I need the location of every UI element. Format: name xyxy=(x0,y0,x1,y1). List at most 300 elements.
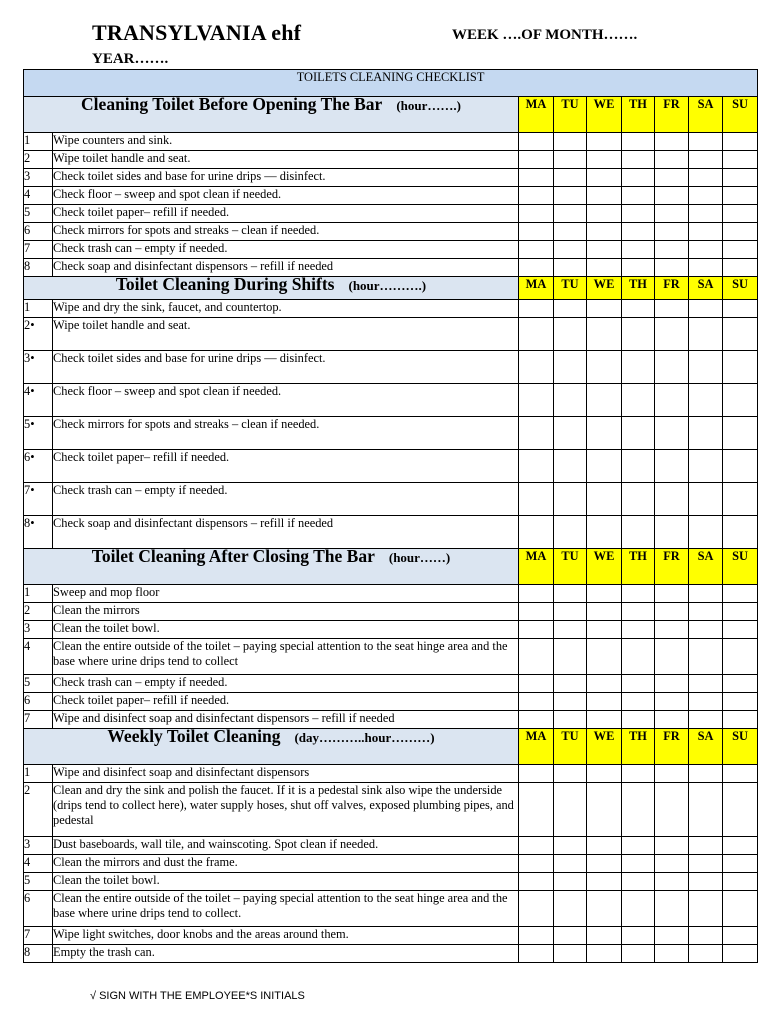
sign-cell-fr[interactable] xyxy=(655,169,689,187)
sign-cell-th[interactable] xyxy=(622,133,655,151)
sign-cell-ma[interactable] xyxy=(519,223,554,241)
sign-cell-su[interactable] xyxy=(723,133,758,151)
sign-cell-sa[interactable] xyxy=(689,169,723,187)
sign-cell-su[interactable] xyxy=(723,711,758,729)
checklist-item-row xyxy=(24,765,758,783)
sign-cell-fr[interactable] xyxy=(655,603,689,621)
sign-cell-tu[interactable] xyxy=(554,151,587,169)
section-hour-field: (day………..hour………) xyxy=(294,730,435,745)
day-header-fr: FR xyxy=(655,277,689,300)
sign-cell-we[interactable] xyxy=(587,621,622,639)
item-number: 4 xyxy=(24,639,53,675)
section-header xyxy=(24,549,519,585)
sign-cell-su[interactable] xyxy=(723,639,758,675)
sign-cell-th[interactable] xyxy=(622,693,655,711)
sign-cell-tu[interactable] xyxy=(554,891,587,927)
sign-cell-fr[interactable] xyxy=(655,711,689,729)
sign-cell-su[interactable] xyxy=(723,621,758,639)
sign-cell-tu[interactable] xyxy=(554,693,587,711)
sign-cell-we[interactable] xyxy=(587,945,622,963)
sign-cell-su[interactable] xyxy=(723,223,758,241)
sign-cell-ma[interactable] xyxy=(519,891,554,927)
sign-cell-sa[interactable] xyxy=(689,585,723,603)
sign-cell-fr[interactable] xyxy=(655,187,689,205)
sign-cell-tu[interactable] xyxy=(554,855,587,873)
sign-cell-su[interactable] xyxy=(723,169,758,187)
sign-cell-fr[interactable] xyxy=(655,351,689,384)
sign-cell-tu[interactable] xyxy=(554,483,587,516)
sign-cell-th[interactable] xyxy=(622,765,655,783)
sign-cell-th[interactable] xyxy=(622,891,655,927)
sign-cell-su[interactable] xyxy=(723,765,758,783)
sign-cell-ma[interactable] xyxy=(519,417,554,450)
sign-cell-sa[interactable] xyxy=(689,516,723,549)
checklist-item-row xyxy=(24,711,758,729)
item-number: 1 xyxy=(24,765,53,783)
sign-cell-ma[interactable] xyxy=(519,765,554,783)
day-header-sa: SA xyxy=(689,97,723,133)
item-number: 3 xyxy=(24,837,53,855)
sign-cell-fr[interactable] xyxy=(655,927,689,945)
sign-cell-fr[interactable] xyxy=(655,384,689,417)
sign-cell-sa[interactable] xyxy=(689,187,723,205)
company-name: TRANSYLVANIA ehf xyxy=(92,20,302,45)
sign-cell-fr[interactable] xyxy=(655,483,689,516)
sign-cell-su[interactable] xyxy=(723,891,758,927)
day-header-we: WE xyxy=(587,277,622,300)
sign-cell-th[interactable] xyxy=(622,384,655,417)
checklist-item-row xyxy=(24,693,758,711)
checklist-item-row xyxy=(24,675,758,693)
sign-cell-su[interactable] xyxy=(723,693,758,711)
item-task-text: Check floor – sweep and spot clean if needed. xyxy=(53,384,519,417)
sign-cell-th[interactable] xyxy=(622,417,655,450)
item-task-text: Dust baseboards, wall tile, and wainscoting. Spot clean if needed. xyxy=(53,837,519,855)
sign-cell-ma[interactable] xyxy=(519,675,554,693)
sign-cell-su[interactable] xyxy=(723,151,758,169)
sign-cell-th[interactable] xyxy=(622,300,655,318)
sign-cell-we[interactable] xyxy=(587,837,622,855)
sign-cell-tu[interactable] xyxy=(554,585,587,603)
checklist-item-row xyxy=(24,205,758,223)
sign-cell-ma[interactable] xyxy=(519,783,554,837)
sign-cell-tu[interactable] xyxy=(554,927,587,945)
sign-cell-su[interactable] xyxy=(723,603,758,621)
item-task-text: Wipe light switches, door knobs and the areas around them. xyxy=(53,927,519,945)
item-task-text: Check soap and disinfectant dispensors – refill if needed xyxy=(53,259,519,277)
sign-cell-th[interactable] xyxy=(622,945,655,963)
sign-cell-th[interactable] xyxy=(622,837,655,855)
sign-cell-we[interactable] xyxy=(587,241,622,259)
sign-cell-sa[interactable] xyxy=(689,450,723,483)
sign-cell-th[interactable] xyxy=(622,855,655,873)
sign-cell-ma[interactable] xyxy=(519,621,554,639)
sign-cell-ma[interactable] xyxy=(519,585,554,603)
section-header-row xyxy=(24,277,758,300)
sign-cell-su[interactable] xyxy=(723,945,758,963)
sign-cell-we[interactable] xyxy=(587,300,622,318)
sign-cell-fr[interactable] xyxy=(655,765,689,783)
sign-cell-we[interactable] xyxy=(587,516,622,549)
item-number: 5 xyxy=(24,675,53,693)
sign-cell-ma[interactable] xyxy=(519,837,554,855)
sign-cell-tu[interactable] xyxy=(554,351,587,384)
sign-cell-su[interactable] xyxy=(723,300,758,318)
item-number: 7 xyxy=(24,927,53,945)
sign-cell-th[interactable] xyxy=(622,621,655,639)
sign-cell-ma[interactable] xyxy=(519,639,554,675)
sign-cell-tu[interactable] xyxy=(554,621,587,639)
sign-cell-sa[interactable] xyxy=(689,384,723,417)
sign-cell-fr[interactable] xyxy=(655,151,689,169)
sign-cell-th[interactable] xyxy=(622,151,655,169)
sign-cell-ma[interactable] xyxy=(519,300,554,318)
sign-cell-we[interactable] xyxy=(587,585,622,603)
sign-cell-we[interactable] xyxy=(587,765,622,783)
sign-cell-ma[interactable] xyxy=(519,945,554,963)
sign-cell-tu[interactable] xyxy=(554,300,587,318)
sign-cell-fr[interactable] xyxy=(655,417,689,450)
sign-cell-sa[interactable] xyxy=(689,241,723,259)
sign-cell-ma[interactable] xyxy=(519,133,554,151)
sign-cell-th[interactable] xyxy=(622,223,655,241)
sign-cell-sa[interactable] xyxy=(689,300,723,318)
sign-cell-tu[interactable] xyxy=(554,259,587,277)
cleaning-checklist-table xyxy=(23,69,758,963)
sign-cell-fr[interactable] xyxy=(655,837,689,855)
sign-cell-tu[interactable] xyxy=(554,450,587,483)
sign-cell-sa[interactable] xyxy=(689,891,723,927)
checklist-item-row xyxy=(24,351,758,384)
sign-cell-sa[interactable] xyxy=(689,417,723,450)
sign-cell-fr[interactable] xyxy=(655,855,689,873)
sign-cell-we[interactable] xyxy=(587,711,622,729)
sign-cell-we[interactable] xyxy=(587,450,622,483)
item-number: 2 xyxy=(24,783,53,837)
sign-cell-sa[interactable] xyxy=(689,693,723,711)
sign-cell-th[interactable] xyxy=(622,169,655,187)
sign-cell-sa[interactable] xyxy=(689,603,723,621)
day-header-we: WE xyxy=(587,729,622,765)
checklist-item-row xyxy=(24,450,758,483)
sign-cell-tu[interactable] xyxy=(554,205,587,223)
sign-cell-tu[interactable] xyxy=(554,169,587,187)
item-task-text: Check toilet paper– refill if needed. xyxy=(53,205,519,223)
item-task-text: Clean and dry the sink and polish the faucet. If it is a pedestal sink also wipe the underside (drips tend to collect here), water supply hoses, shut off valves, exposed plumbing pipes, and pedestal xyxy=(53,783,519,837)
item-task-text: Check trash can – empty if needed. xyxy=(53,241,519,259)
sign-cell-ma[interactable] xyxy=(519,450,554,483)
sign-cell-su[interactable] xyxy=(723,483,758,516)
item-number: 5• xyxy=(24,417,53,450)
checklist-item-row xyxy=(24,639,758,675)
sign-cell-su[interactable] xyxy=(723,205,758,223)
sign-cell-su[interactable] xyxy=(723,351,758,384)
sign-cell-ma[interactable] xyxy=(519,855,554,873)
sign-cell-fr[interactable] xyxy=(655,133,689,151)
sign-cell-we[interactable] xyxy=(587,151,622,169)
sign-cell-tu[interactable] xyxy=(554,639,587,675)
item-task-text: Check mirrors for spots and streaks – clean if needed. xyxy=(53,223,519,241)
day-header-ma: MA xyxy=(519,277,554,300)
sign-cell-sa[interactable] xyxy=(689,621,723,639)
sign-cell-sa[interactable] xyxy=(689,855,723,873)
item-number: 7 xyxy=(24,241,53,259)
sign-cell-su[interactable] xyxy=(723,417,758,450)
sign-cell-fr[interactable] xyxy=(655,585,689,603)
sign-cell-su[interactable] xyxy=(723,873,758,891)
sign-cell-tu[interactable] xyxy=(554,133,587,151)
day-header-su: SU xyxy=(723,277,758,300)
sign-cell-th[interactable] xyxy=(622,241,655,259)
sign-cell-su[interactable] xyxy=(723,450,758,483)
sign-cell-th[interactable] xyxy=(622,516,655,549)
sign-cell-sa[interactable] xyxy=(689,765,723,783)
sign-cell-su[interactable] xyxy=(723,675,758,693)
sign-cell-fr[interactable] xyxy=(655,621,689,639)
sign-cell-su[interactable] xyxy=(723,783,758,837)
item-task-text: Check toilet sides and base for urine drips — disinfect. xyxy=(53,169,519,187)
sign-cell-su[interactable] xyxy=(723,837,758,855)
sign-cell-th[interactable] xyxy=(622,873,655,891)
item-number: 5 xyxy=(24,205,53,223)
sign-cell-ma[interactable] xyxy=(519,873,554,891)
item-task-text: Check toilet paper– refill if needed. xyxy=(53,450,519,483)
section-header-row xyxy=(24,549,758,585)
item-number: 6 xyxy=(24,223,53,241)
day-header-fr: FR xyxy=(655,97,689,133)
day-header-we: WE xyxy=(587,97,622,133)
sign-cell-th[interactable] xyxy=(622,711,655,729)
sign-cell-ma[interactable] xyxy=(519,205,554,223)
sign-cell-we[interactable] xyxy=(587,169,622,187)
sign-cell-ma[interactable] xyxy=(519,187,554,205)
sign-cell-we[interactable] xyxy=(587,927,622,945)
day-header-fr: FR xyxy=(655,729,689,765)
checklist-item-row xyxy=(24,483,758,516)
sign-cell-fr[interactable] xyxy=(655,318,689,351)
sign-cell-tu[interactable] xyxy=(554,417,587,450)
item-task-text: Wipe and disinfect soap and disinfectant dispensors – refill if needed xyxy=(53,711,519,729)
sign-cell-fr[interactable] xyxy=(655,639,689,675)
sign-cell-we[interactable] xyxy=(587,675,622,693)
sign-cell-th[interactable] xyxy=(622,783,655,837)
sign-cell-tu[interactable] xyxy=(554,603,587,621)
sign-cell-sa[interactable] xyxy=(689,259,723,277)
sign-cell-su[interactable] xyxy=(723,318,758,351)
item-task-text: Check trash can – empty if needed. xyxy=(53,675,519,693)
sign-cell-su[interactable] xyxy=(723,259,758,277)
sign-cell-su[interactable] xyxy=(723,187,758,205)
sign-cell-ma[interactable] xyxy=(519,259,554,277)
sign-cell-fr[interactable] xyxy=(655,223,689,241)
day-header-th: TH xyxy=(622,549,655,585)
sign-cell-tu[interactable] xyxy=(554,384,587,417)
day-header-sa: SA xyxy=(689,729,723,765)
sign-cell-fr[interactable] xyxy=(655,241,689,259)
section-hour-field: (hour……….) xyxy=(348,278,427,293)
sign-cell-tu[interactable] xyxy=(554,675,587,693)
sign-cell-sa[interactable] xyxy=(689,483,723,516)
item-task-text: Wipe and dry the sink, faucet, and countertop. xyxy=(53,300,519,318)
section-title: Cleaning Toilet Before Opening The Bar xyxy=(81,96,383,114)
sign-cell-tu[interactable] xyxy=(554,318,587,351)
day-header-th: TH xyxy=(622,277,655,300)
sign-cell-fr[interactable] xyxy=(655,259,689,277)
sign-cell-ma[interactable] xyxy=(519,516,554,549)
sign-cell-fr[interactable] xyxy=(655,873,689,891)
sign-cell-sa[interactable] xyxy=(689,837,723,855)
checklist-item-row xyxy=(24,384,758,417)
sign-cell-th[interactable] xyxy=(622,351,655,384)
checklist-item-row xyxy=(24,783,758,837)
item-task-text: Wipe counters and sink. xyxy=(53,133,519,151)
sign-cell-ma[interactable] xyxy=(519,351,554,384)
sign-cell-we[interactable] xyxy=(587,384,622,417)
sign-cell-ma[interactable] xyxy=(519,711,554,729)
checklist-item-row xyxy=(24,151,758,169)
sign-cell-we[interactable] xyxy=(587,891,622,927)
sign-cell-we[interactable] xyxy=(587,187,622,205)
item-number: 8 xyxy=(24,945,53,963)
sign-cell-fr[interactable] xyxy=(655,300,689,318)
sign-cell-we[interactable] xyxy=(587,259,622,277)
item-number: 2 xyxy=(24,151,53,169)
sign-cell-sa[interactable] xyxy=(689,351,723,384)
day-header-th: TH xyxy=(622,97,655,133)
item-task-text: Clean the entire outside of the toilet – paying special attention to the seat hinge area and the base where urine drips tend to collect xyxy=(53,639,519,675)
checklist-item-row xyxy=(24,837,758,855)
sign-cell-ma[interactable] xyxy=(519,241,554,259)
sign-cell-sa[interactable] xyxy=(689,133,723,151)
sign-cell-we[interactable] xyxy=(587,417,622,450)
sign-cell-we[interactable] xyxy=(587,873,622,891)
sign-cell-we[interactable] xyxy=(587,223,622,241)
item-number: 2• xyxy=(24,318,53,351)
sign-cell-sa[interactable] xyxy=(689,873,723,891)
sign-cell-sa[interactable] xyxy=(689,151,723,169)
sign-cell-ma[interactable] xyxy=(519,318,554,351)
sign-cell-we[interactable] xyxy=(587,318,622,351)
sign-cell-sa[interactable] xyxy=(689,927,723,945)
sign-cell-tu[interactable] xyxy=(554,711,587,729)
sign-cell-we[interactable] xyxy=(587,693,622,711)
sign-cell-sa[interactable] xyxy=(689,223,723,241)
item-number: 3 xyxy=(24,169,53,187)
sign-cell-tu[interactable] xyxy=(554,945,587,963)
sign-cell-th[interactable] xyxy=(622,187,655,205)
sign-cell-we[interactable] xyxy=(587,483,622,516)
sign-cell-fr[interactable] xyxy=(655,205,689,223)
sign-cell-we[interactable] xyxy=(587,133,622,151)
sign-cell-th[interactable] xyxy=(622,585,655,603)
sign-cell-we[interactable] xyxy=(587,855,622,873)
sign-cell-su[interactable] xyxy=(723,855,758,873)
sign-cell-fr[interactable] xyxy=(655,945,689,963)
sign-cell-su[interactable] xyxy=(723,384,758,417)
sign-cell-th[interactable] xyxy=(622,675,655,693)
sign-cell-ma[interactable] xyxy=(519,927,554,945)
sign-cell-su[interactable] xyxy=(723,516,758,549)
sign-cell-sa[interactable] xyxy=(689,945,723,963)
day-header-sa: SA xyxy=(689,277,723,300)
section-hour-field: (hour…….) xyxy=(396,98,461,113)
sign-cell-su[interactable] xyxy=(723,585,758,603)
sign-cell-we[interactable] xyxy=(587,639,622,675)
item-number: 6• xyxy=(24,450,53,483)
sign-cell-we[interactable] xyxy=(587,351,622,384)
sign-cell-we[interactable] xyxy=(587,783,622,837)
sign-cell-tu[interactable] xyxy=(554,765,587,783)
sign-cell-th[interactable] xyxy=(622,259,655,277)
day-header-tu: TU xyxy=(554,729,587,765)
day-header-tu: TU xyxy=(554,97,587,133)
sign-cell-tu[interactable] xyxy=(554,516,587,549)
item-number: 7• xyxy=(24,483,53,516)
sign-cell-ma[interactable] xyxy=(519,603,554,621)
item-task-text: Clean the toilet bowl. xyxy=(53,873,519,891)
sign-cell-tu[interactable] xyxy=(554,187,587,205)
item-task-text: Empty the trash can. xyxy=(53,945,519,963)
sign-cell-sa[interactable] xyxy=(689,318,723,351)
sign-cell-sa[interactable] xyxy=(689,783,723,837)
sign-cell-th[interactable] xyxy=(622,603,655,621)
sign-cell-tu[interactable] xyxy=(554,223,587,241)
sign-cell-su[interactable] xyxy=(723,241,758,259)
sign-cell-ma[interactable] xyxy=(519,483,554,516)
sign-cell-tu[interactable] xyxy=(554,241,587,259)
sign-cell-th[interactable] xyxy=(622,205,655,223)
sign-cell-sa[interactable] xyxy=(689,675,723,693)
sign-cell-fr[interactable] xyxy=(655,675,689,693)
sign-cell-ma[interactable] xyxy=(519,151,554,169)
sign-cell-fr[interactable] xyxy=(655,516,689,549)
sign-cell-tu[interactable] xyxy=(554,783,587,837)
sign-cell-we[interactable] xyxy=(587,603,622,621)
sign-cell-su[interactable] xyxy=(723,927,758,945)
sign-cell-fr[interactable] xyxy=(655,783,689,837)
checklist-item-row xyxy=(24,891,758,927)
sign-cell-ma[interactable] xyxy=(519,693,554,711)
sign-cell-th[interactable] xyxy=(622,318,655,351)
item-number: 4 xyxy=(24,187,53,205)
day-header-tu: TU xyxy=(554,549,587,585)
checklist-item-row xyxy=(24,603,758,621)
sign-cell-fr[interactable] xyxy=(655,891,689,927)
sign-cell-th[interactable] xyxy=(622,639,655,675)
checklist-item-row xyxy=(24,223,758,241)
sign-cell-we[interactable] xyxy=(587,205,622,223)
sign-cell-tu[interactable] xyxy=(554,873,587,891)
sign-cell-fr[interactable] xyxy=(655,450,689,483)
item-task-text: Check trash can – empty if needed. xyxy=(53,483,519,516)
sign-cell-th[interactable] xyxy=(622,927,655,945)
item-task-text: Wipe and disinfect soap and disinfectant dispensors xyxy=(53,765,519,783)
sign-cell-ma[interactable] xyxy=(519,384,554,417)
sign-cell-sa[interactable] xyxy=(689,711,723,729)
checklist-item-row xyxy=(24,318,758,351)
sign-cell-tu[interactable] xyxy=(554,837,587,855)
sign-cell-fr[interactable] xyxy=(655,693,689,711)
item-number: 8• xyxy=(24,516,53,549)
item-task-text: Clean the mirrors and dust the frame. xyxy=(53,855,519,873)
sign-cell-sa[interactable] xyxy=(689,639,723,675)
day-header-we: WE xyxy=(587,549,622,585)
sign-cell-ma[interactable] xyxy=(519,169,554,187)
sign-cell-sa[interactable] xyxy=(689,205,723,223)
sign-cell-th[interactable] xyxy=(622,483,655,516)
sign-cell-th[interactable] xyxy=(622,450,655,483)
sign-instruction: √ SIGN WITH THE EMPLOYEE*S INITIALS xyxy=(90,990,305,1002)
